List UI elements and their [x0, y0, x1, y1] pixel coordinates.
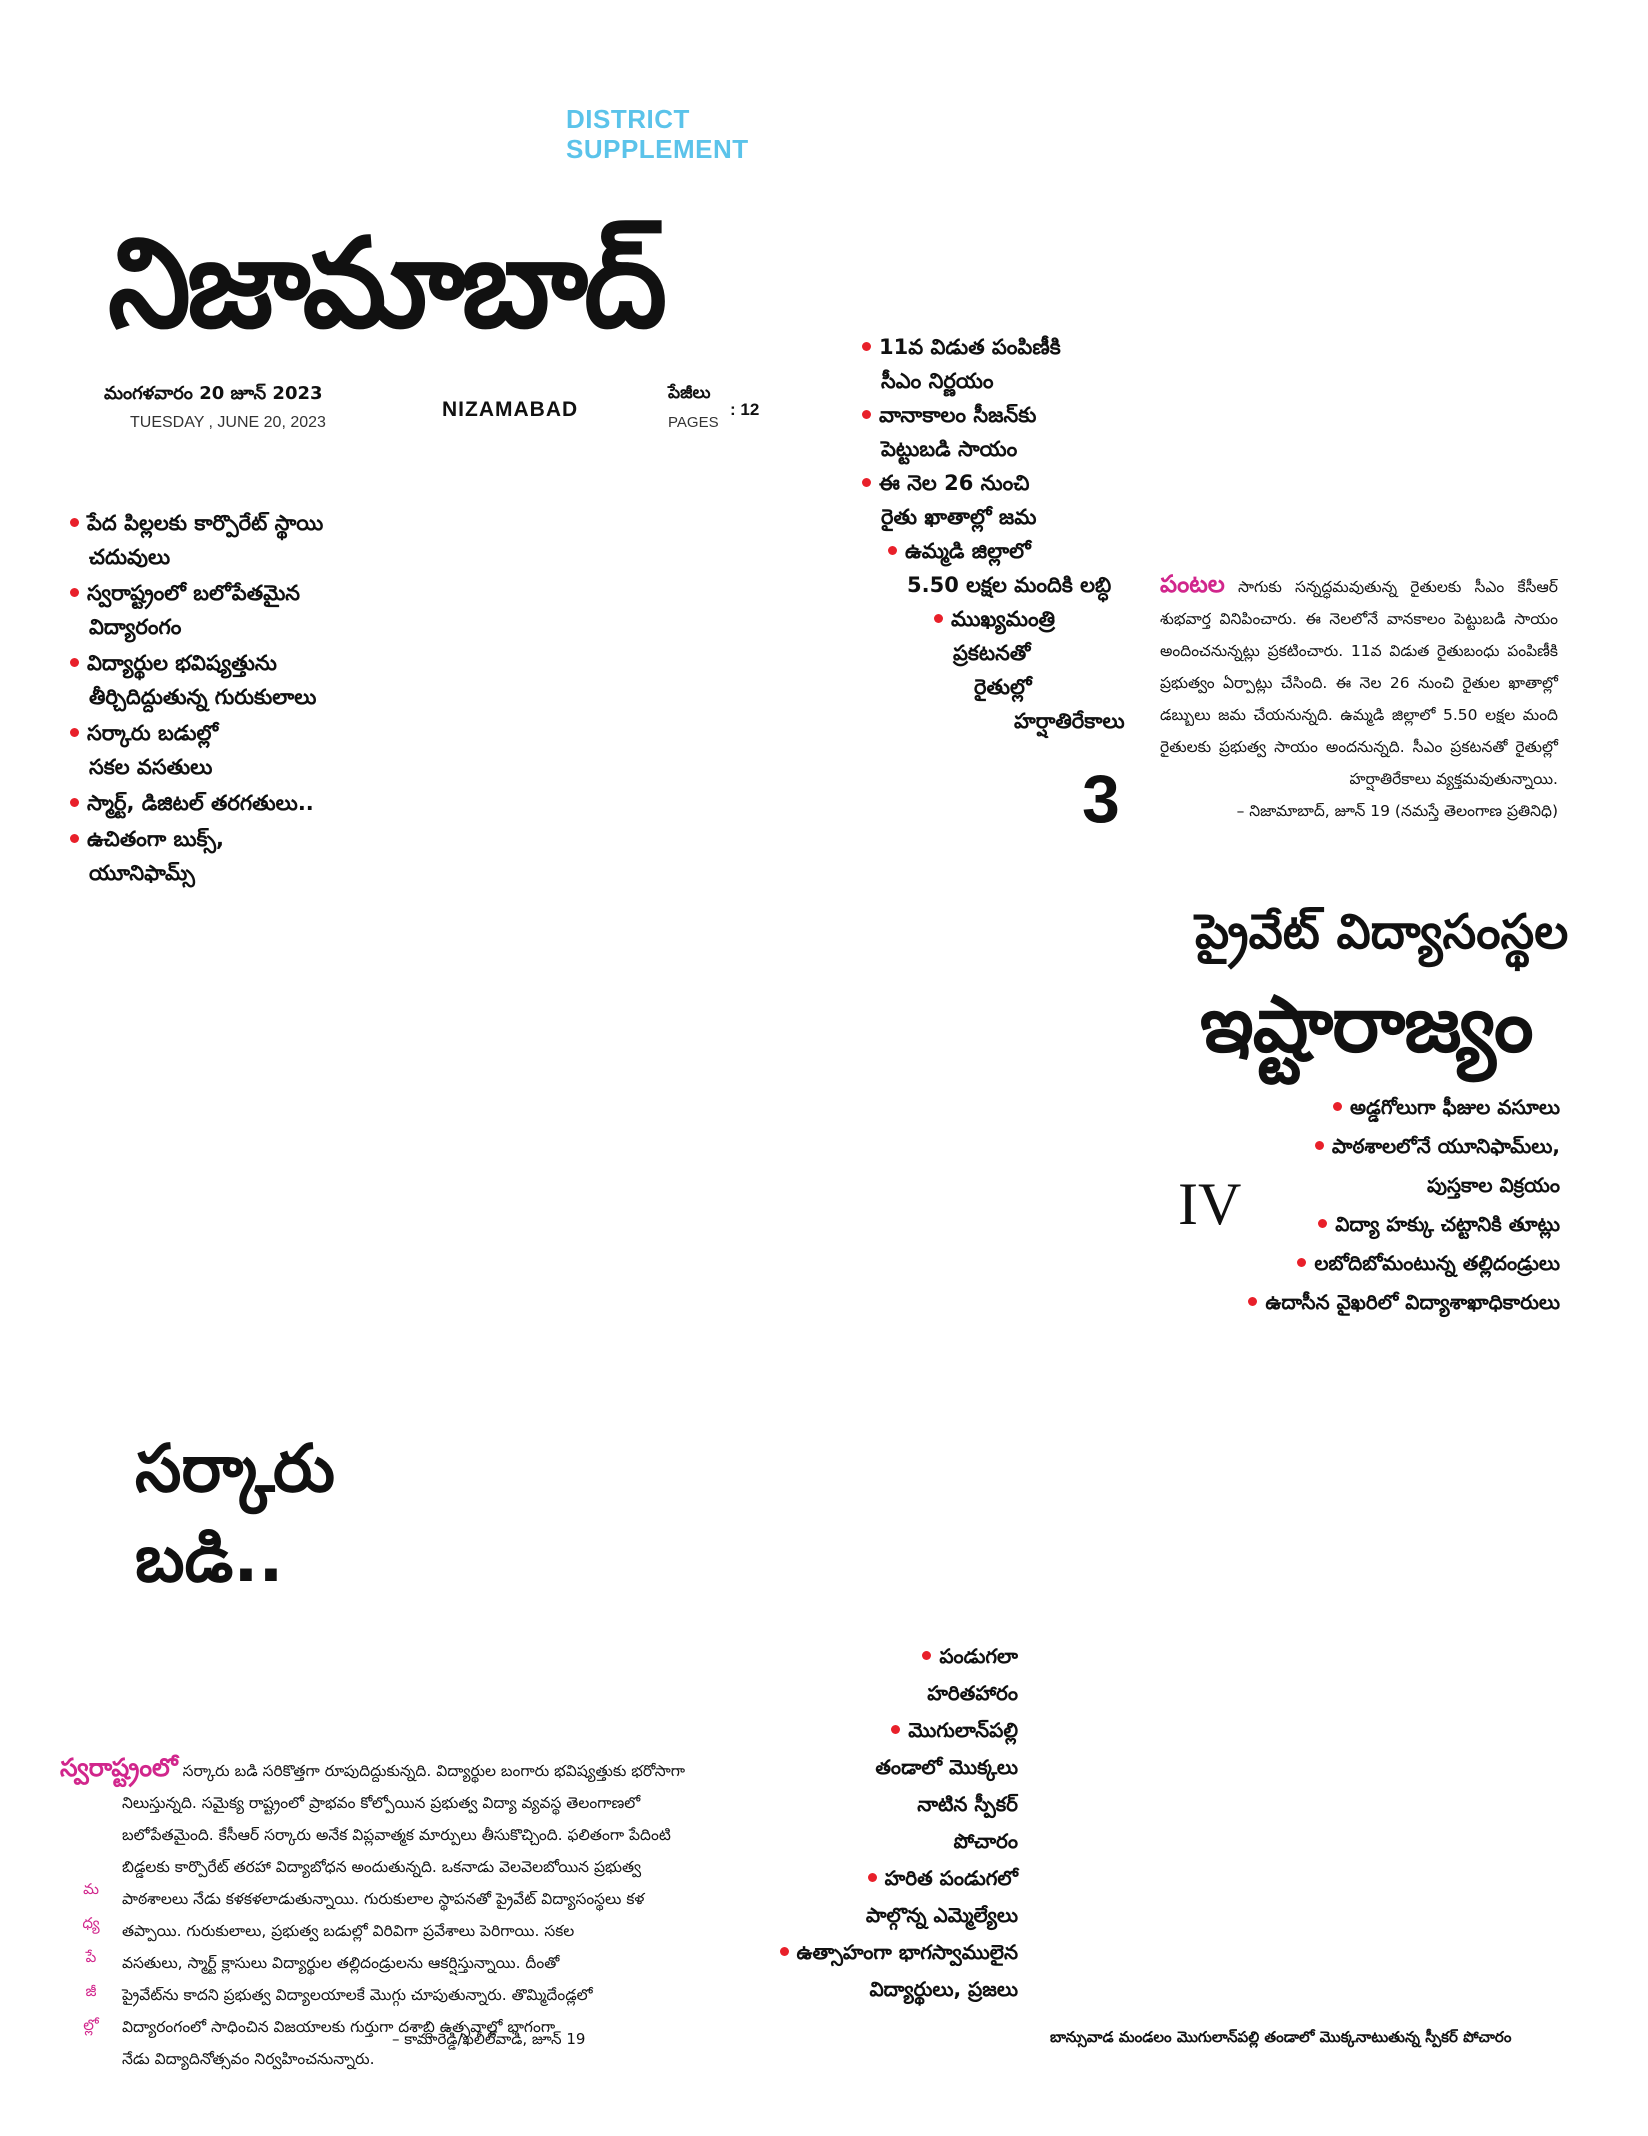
- left-highlights-list: [70, 506, 400, 892]
- story-line: పాఠశాలలు నేడు కళకళలాడుతున్నాయి. గురుకులాల స్థాపనతో ప్రైవేట్ విద్యాసంస్థలు కళ: [122, 1890, 645, 1908]
- list-item: నాటిన స్పీకర్: [917, 1792, 1018, 1816]
- story-line: ప్రైవేట్‌ను కాదని ప్రభుత్వ విద్యాలయాలకే మొగ్గు చూపుతున్నారు. తొమ్మిదేండ్లలో: [122, 1986, 593, 2004]
- list-item: ముఖ్యమంత్రి ప్రకటనతో రైతుల్లో హర్షాతిరేకాలు: [862, 602, 1162, 738]
- story-line: నేడు విద్యాదినోత్సవం నిర్వహించనున్నారు.: [122, 2050, 375, 2068]
- bullet-dot: [70, 798, 79, 807]
- story-first-line: స్వరాష్ట్రంలో సర్కారు బడి సరికొత్తగా రూపుదిద్దుకున్నది. విద్యార్థుల బంగారు భవిష్యత్తుకు భరోసాగా: [60, 1753, 686, 1782]
- story-line: బిడ్డలకు కార్పొరేట్ తరహా విద్యాబోధన అందుతున్నది. ఒకనాడు వెలవెలబోయిన ప్రభుత్వ: [122, 1858, 642, 1876]
- headline-government-school-line1: సర్కారు: [135, 1430, 335, 1507]
- date-telugu: మంగళవారం 20 జూన్ 2023: [104, 383, 323, 404]
- farmers-story: [1160, 568, 1558, 827]
- page-reference-iv: IV: [1178, 1171, 1242, 1237]
- pages-label-english: PAGES: [668, 414, 719, 431]
- page-reference-3: 3: [1082, 761, 1120, 837]
- story-body: సాగుకు సన్నద్ధమవుతున్న రైతులకు సీఎం కేసీఆర్ శుభవార్త వినిపించారు. ఈ నెలలోనే వానకాలం పెట్టుబడి సాయం అందించనున్నట్లు ప్రకటించారు. 11వ విడుత రైతుబంధు పంపిణీకి ప్రభుత్వం ఏర్పాట్లు చేసింది. ఈ నెల 26 నుంచి రైతుల ఖాతాల్లో డబ్బులు జమ చేయనున్నది. ఉమ్మడి జిల్లాలో 5.50 లక్షల మంది రైతులకు ప్రభుత్వ సాయం అందనున్నది. సీఎం ప్రకటనతో రైతుల్లో హర్షాతిరేకాలు వ్యక్తమవుతున్నాయి.: [1160, 578, 1558, 788]
- list-item: లబోదిబోమంటున్న తల్లిదండ్రులు: [1248, 1244, 1560, 1283]
- bullet-dot: [1297, 1258, 1306, 1267]
- story-line: బలోపేతమైంది. కేసీఆర్ సర్కారు అనేక విప్లవాత్మక మార్పులు తీసుకొచ్చింది. ఫలితంగా పేదింటి: [122, 1826, 671, 1844]
- list-item: హరిత పండుగలో: [780, 1860, 1018, 1897]
- middle-highlights-list: [862, 330, 1162, 738]
- bullet-dot: [1248, 1297, 1257, 1306]
- story-lead-word: స్వరాష్ట్రంలో: [60, 1753, 178, 1782]
- list-item: విద్యార్థుల భవిష్యత్తును తీర్చిదిద్దుతున్న గురుకులాలు: [70, 646, 400, 714]
- bullet-dot: [70, 728, 79, 737]
- district-supplement-label: [566, 104, 749, 164]
- pages-label-telugu: పేజీలు: [668, 383, 711, 403]
- bullet-dot: [934, 614, 943, 623]
- list-item: పాఠశాలలోనే యూనిఫామ్‌లు,: [1248, 1127, 1560, 1166]
- supplement-line-2: SUPPLEMENT: [566, 134, 749, 164]
- bullet-dot: [922, 1651, 931, 1660]
- list-item: హరితహారం: [927, 1681, 1018, 1705]
- supplement-line-1: DISTRICT: [566, 104, 690, 134]
- masthead-title: నిజామాబాద్: [108, 210, 664, 356]
- list-item: వానాకాలం సీజన్‌కు పెట్టుబడి సాయం: [862, 398, 1162, 466]
- story-line: విద్యారంగంలో సాధించిన విజయాలకు గుర్తుగా దశాబ్ది ఉత్సవాల్లో భాగంగా: [122, 2018, 556, 2036]
- list-item: పుస్తకాల విక్రయం: [1426, 1173, 1560, 1197]
- story-line: వసతులు, స్మార్ట్ క్లాసులు విద్యార్థుల తల్లిదండ్రులను ఆకర్షిస్తున్నాయి. దీంతో: [122, 1954, 560, 1972]
- bullet-dot: [70, 658, 79, 667]
- bullet-dot: [862, 478, 871, 487]
- list-item: ఉమ్మడి జిల్లాలో 5.50 లక్షల మందికి లబ్ధి: [862, 534, 1162, 602]
- bullet-dot: [780, 1947, 789, 1956]
- date-english: TUESDAY , JUNE 20, 2023: [130, 414, 326, 431]
- list-item: తండాలో మొక్కలు: [875, 1755, 1018, 1779]
- bottom-highlights-list: [780, 1638, 1018, 2008]
- vertical-label-middle-pages: మ ధ్య పే జీ ల్లో: [82, 1880, 100, 2034]
- list-item: విద్యార్థులు, ప్రజలు: [869, 1977, 1018, 2001]
- list-item: ఉచితంగా బుక్స్, యూనిఫామ్స్: [70, 822, 400, 890]
- list-item: మొగులాన్‌పల్లి: [780, 1712, 1018, 1749]
- bullet-dot: [888, 546, 897, 555]
- bullet-dot: [862, 342, 871, 351]
- list-item: పాల్గొన్న ఎమ్మెల్యేలు: [865, 1903, 1018, 1927]
- story-byline: – కామారెడ్డి/ఖలీల్‌వాడి, జూన్ 19: [392, 2030, 586, 2048]
- bullet-dot: [70, 834, 79, 843]
- bullet-dot: [862, 410, 871, 419]
- list-item: పేద పిల్లలకు కార్పొరేట్ స్థాయి చదువులు: [70, 506, 400, 574]
- right-highlights-list: [1248, 1088, 1560, 1322]
- edition-city: NIZAMABAD: [442, 398, 579, 421]
- list-item: ఈ నెల 26 నుంచి రైతు ఖాతాల్లో జమ: [862, 466, 1162, 534]
- story-byline: – నిజామాబాద్, జూన్ 19 (నమస్తే తెలంగాణ ప్రతినిధి): [1236, 802, 1558, 820]
- story-lead-word: పంటల: [1160, 570, 1225, 598]
- list-item: అడ్డగోలుగా ఫీజుల వసూలు: [1248, 1088, 1560, 1127]
- list-item: స్మార్ట్, డిజిటల్ తరగతులు..: [70, 786, 400, 820]
- bullet-dot: [70, 518, 79, 527]
- list-item: పండుగలా: [780, 1638, 1018, 1675]
- bullet-dot: [891, 1725, 900, 1734]
- list-item: విద్యా హక్కు చట్టానికి తూట్లు: [1248, 1205, 1560, 1244]
- pages-count: : 12: [730, 400, 760, 419]
- list-item: స్వరాష్ట్రంలో బలోపేతమైన విద్యారంగం: [70, 576, 400, 644]
- photo-caption: బాన్సువాడ మండలం మొగులాన్‌పల్లి తండాలో మొక్కనాటుతున్న స్పీకర్ పోచారం: [1050, 2028, 1512, 2046]
- list-item: ఉత్సాహంగా భాగస్వాములైన: [780, 1934, 1018, 1971]
- headline-private-line1: ప్రైవేట్ విద్యాసంస్థల: [1195, 904, 1569, 960]
- list-item: పోచారం: [953, 1829, 1018, 1853]
- list-item: ఉదాసీన వైఖరిలో విద్యాశాఖాధికారులు: [1248, 1283, 1560, 1322]
- headline-private-line2: ఇష్టారాజ్యం: [1200, 980, 1533, 1070]
- bullet-dot: [1318, 1219, 1327, 1228]
- list-item: సర్కారు బడుల్లో సకల వసతులు: [70, 716, 400, 784]
- bullet-dot: [1315, 1141, 1324, 1150]
- story-line: నిలుస్తున్నది. సమైక్య రాష్ట్రంలో ప్రాభవం కోల్పోయిన ప్రభుత్వ విద్యా వ్యవస్థ తెలంగాణలో: [122, 1794, 641, 1812]
- bullet-dot: [70, 588, 79, 597]
- government-school-story: [60, 1752, 760, 2075]
- list-item: 11వ విడుత పంపిణీకి సీఎం నిర్ణయం: [862, 330, 1162, 398]
- headline-government-school-line2: బడి..: [135, 1520, 284, 1597]
- bullet-dot: [1333, 1102, 1342, 1111]
- bullet-dot: [868, 1873, 877, 1882]
- story-line: తప్పాయి. గురుకులాలు, ప్రభుత్వ బడుల్లో విరివిగా ప్రవేశాలు పెరిగాయి. సకల: [122, 1922, 575, 1940]
